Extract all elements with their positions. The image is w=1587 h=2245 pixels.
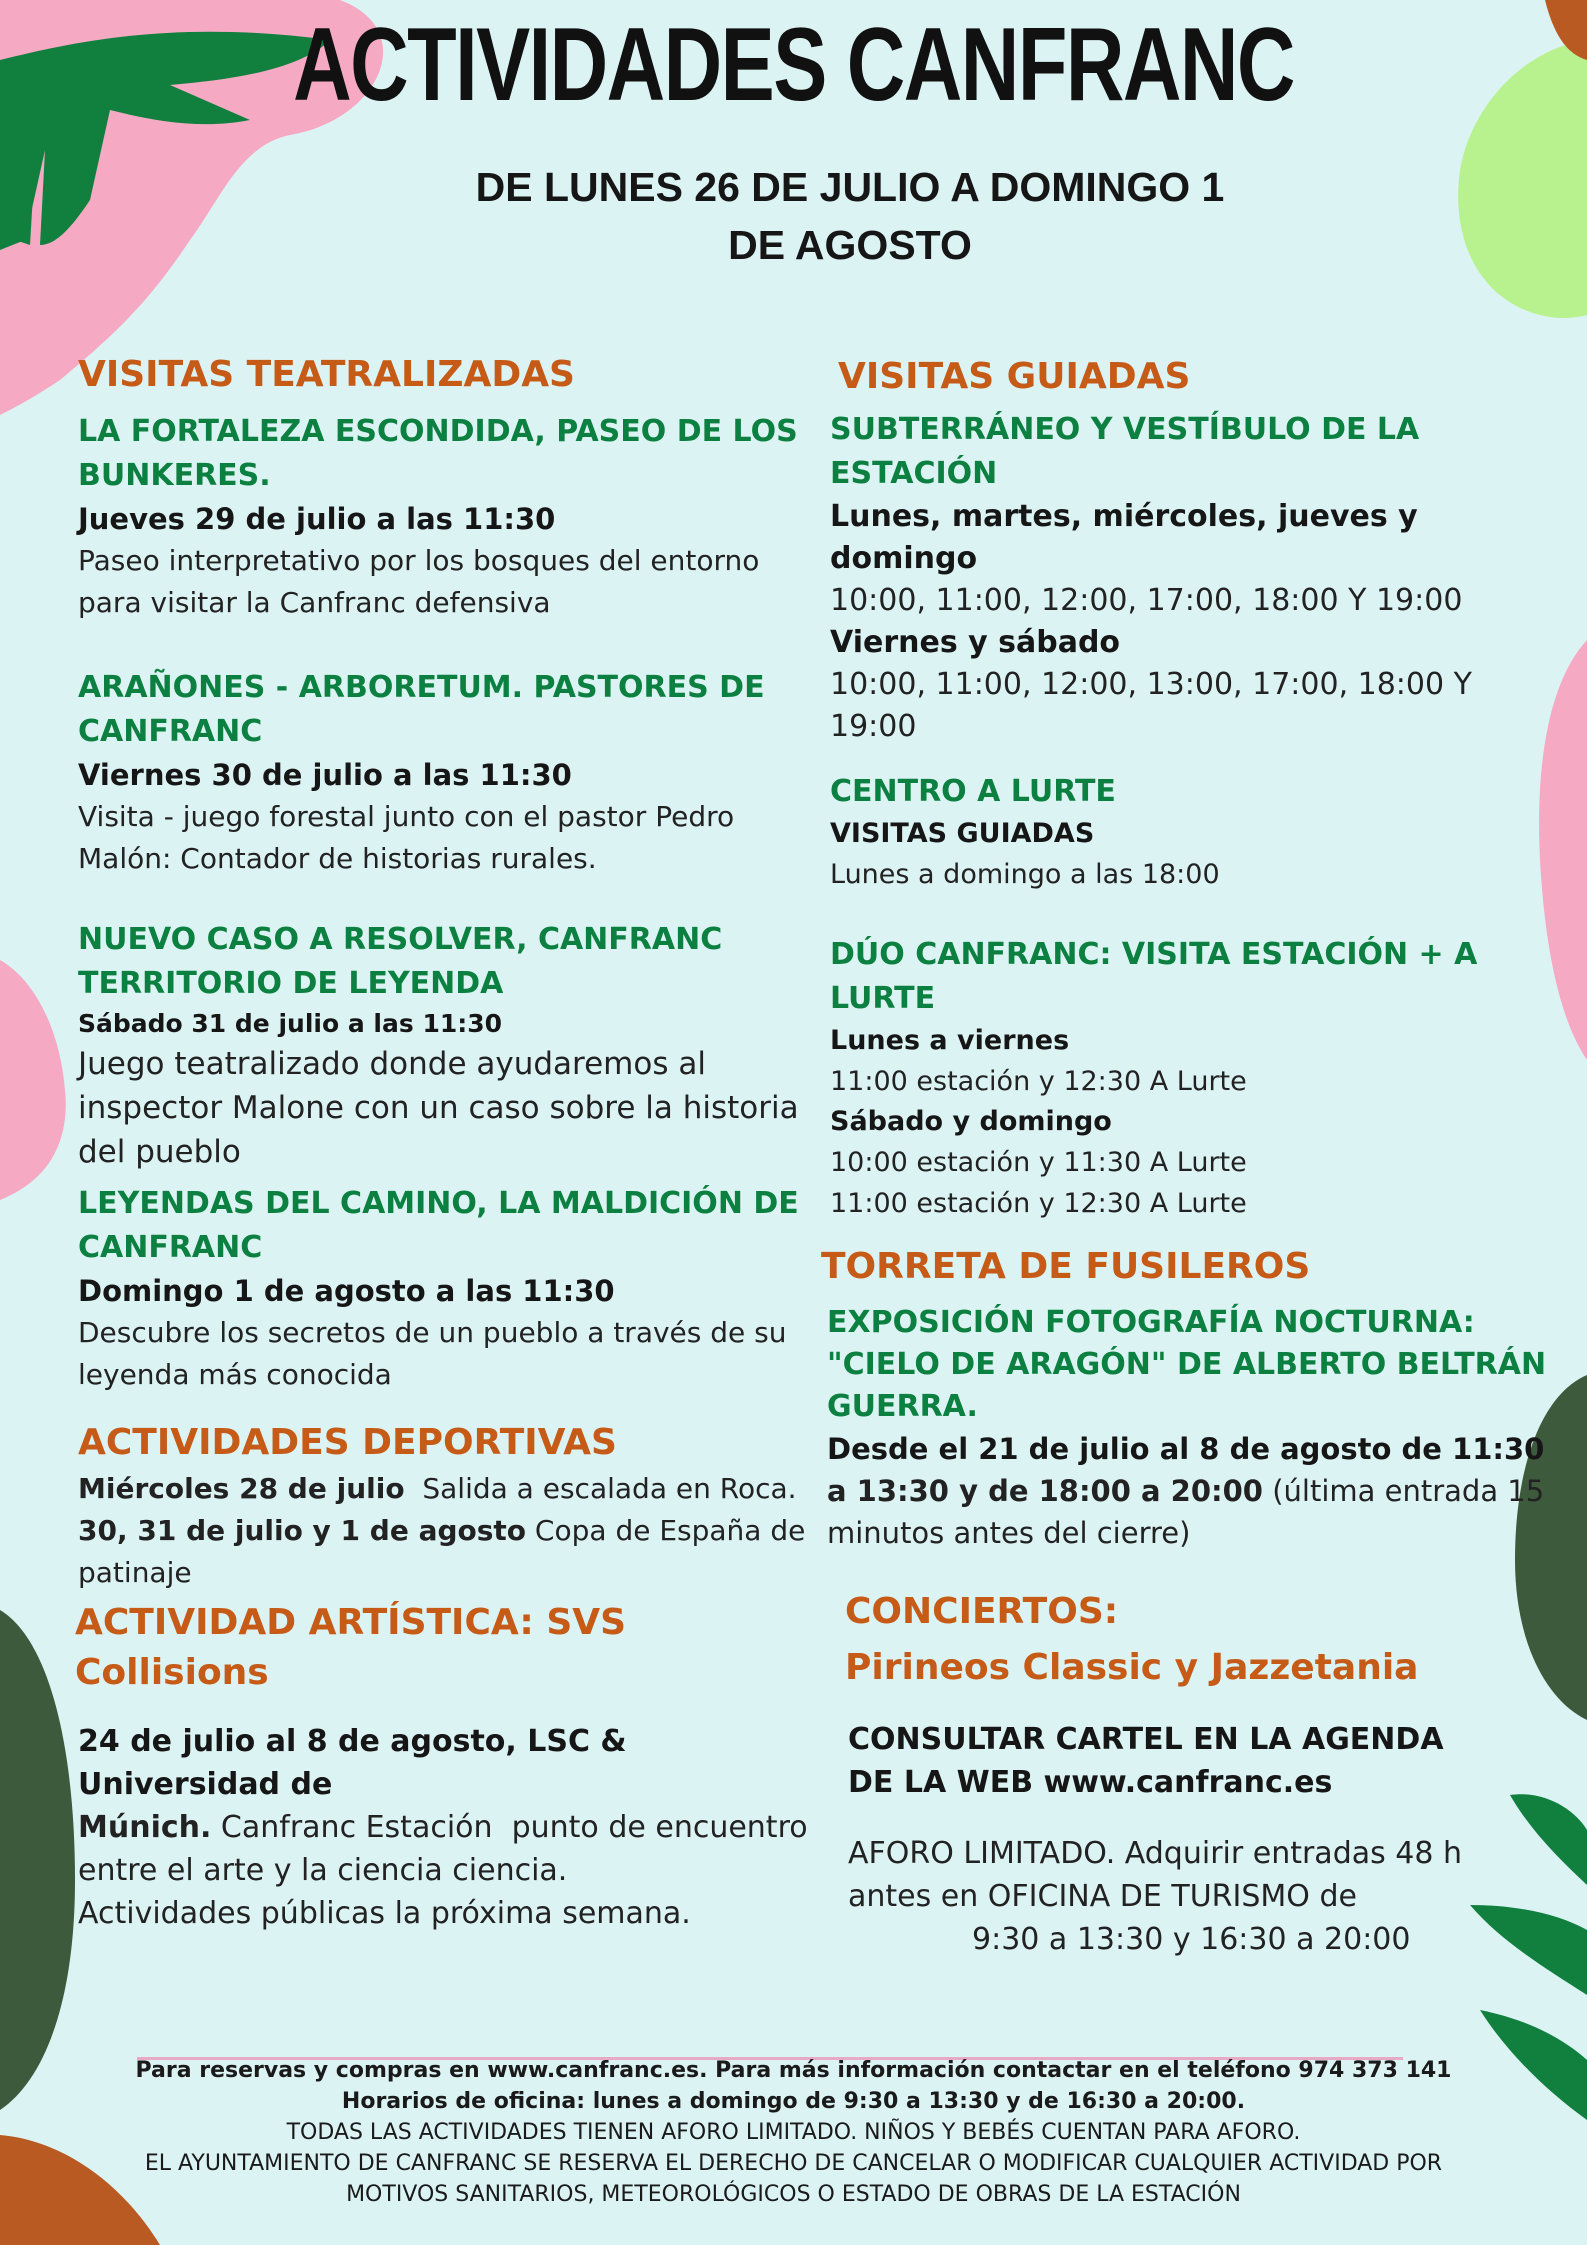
torreta-title-3: GUERRA. [827, 1389, 978, 1424]
torreta-bold-2: a 13:30 y de 18:00 a 20:00 [827, 1474, 1263, 1508]
event-desc: inspector Malone con un caso sobre la historia [78, 1090, 799, 1126]
deportivas-date-1: Miércoles 28 de julio [78, 1472, 405, 1505]
event-desc: para visitar la Canfranc defensiva [78, 586, 551, 619]
event-title: LA FORTALEZA ESCONDIDA, PASEO DE LOS [78, 414, 798, 449]
guiadas-subterraneo [830, 408, 1550, 748]
section-heading-torreta: TORRETA DE FUSILEROS [821, 1246, 1311, 1287]
event-desc: Visita - juego forestal junto con el pastor Pedro [78, 800, 735, 833]
guiadas-a-lurte [830, 770, 1550, 895]
cartel-line-2: DE LA WEB www.canfranc.es [848, 1765, 1333, 1800]
section-heading-conciertos: CONCIERTOS: [845, 1591, 1119, 1632]
footer-line-3: TODAS LAS ACTIVIDADES TIENEN AFORO LIMITADO. NIÑOS Y BEBÉS CUENTAN PARA AFORO. [286, 2120, 1301, 2145]
guiadas-times-2: 10:00, 11:00, 12:00, 13:00, 17:00, 18:00 Y 19:00 [830, 667, 1472, 744]
event-desc: Juego teatralizado donde ayudaremos al [78, 1046, 706, 1082]
deportivas-line-3: patinaje [78, 1556, 192, 1589]
footer [60, 2055, 1527, 2210]
duo-times-2: 10:00 estación y 11:30 A Lurte [830, 1147, 1247, 1178]
event-title: LEYENDAS DEL CAMINO, LA MALDICIÓN DE [78, 1186, 799, 1221]
event-date: Viernes 30 de julio a las 11:30 [78, 758, 572, 792]
torreta-body [827, 1302, 1550, 1554]
torreta-title-1: EXPOSICIÓN FOTOGRAFÍA NOCTURNA: [827, 1305, 1475, 1340]
event-leyendas [78, 1182, 818, 1396]
footer-line-5: MOTIVOS SANITARIOS, METEOROLÓGICOS O ESTADO DE OBRAS DE LA ESTACIÓN [346, 2182, 1241, 2207]
page-title: ACTIVIDADES CANFRANC [293, 7, 1294, 123]
guiadas-days-1: Lunes, martes, miércoles, jueves y domingo [830, 499, 1418, 576]
pink-blob-left [0, 960, 66, 1200]
section-heading-teatralizadas: VISITAS TEATRALIZADAS [78, 354, 575, 395]
footer-line-4: EL AYUNTAMIENTO DE CANFRANC SE RESERVA EL DERECHO DE CANCELAR O MODIFICAR CUALQUIER ACTIVIDAD POR [144, 2151, 1443, 2176]
left-column [75, 350, 818, 1935]
torreta-line-3: minutos antes del cierre) [827, 1516, 1191, 1550]
event-aranones [78, 666, 818, 880]
duo-times-1: 11:00 estación y 12:30 A Lurte [830, 1066, 1247, 1097]
conciertos-cartel [848, 1718, 1550, 1804]
event-desc: Paseo interpretativo por los bosques del entorno [78, 544, 760, 577]
date-range-line-1: DE LUNES 26 DE JULIO A DOMINGO 1 [475, 164, 1225, 210]
light-green-blob-top-right [1458, 40, 1587, 318]
section-heading-artistica: ACTIVIDAD ARTÍSTICA: SVS Collisions [75, 1602, 627, 1693]
section-heading-deportivas: ACTIVIDADES DEPORTIVAS [78, 1422, 617, 1463]
event-date: Jueves 29 de julio a las 11:30 [78, 502, 556, 536]
artistica-line-1: 24 de julio al 8 de agosto, LSC & Universidad de [78, 1724, 627, 1802]
event-desc: Descubre los secretos de un pueblo a través de su [78, 1316, 787, 1349]
duo-times-3: 11:00 estación y 12:30 A Lurte [830, 1188, 1247, 1219]
deportivas-text-2: Copa de España de [526, 1514, 806, 1547]
cartel-line-1: CONSULTAR CARTEL EN LA AGENDA [848, 1722, 1444, 1757]
event-title: CANFRANC [78, 1230, 263, 1265]
event-fortaleza [78, 410, 818, 624]
aforo-line-3: 9:30 a 13:30 y 16:30 a 20:00 [972, 1922, 1411, 1957]
guiadas-times-1: 10:00, 11:00, 12:00, 17:00, 18:00 Y 19:00 [830, 583, 1463, 618]
event-title: ARAÑONES - ARBORETUM. PASTORES DE [78, 670, 765, 705]
event-date: Sábado 31 de julio a las 11:30 [78, 1009, 503, 1038]
aforo-info [848, 1832, 1550, 1961]
date-range-line-2: DE AGOSTO [728, 222, 972, 268]
duo-days-1: Lunes a viernes [830, 1025, 1070, 1056]
conciertos-subheading: Pirineos Classic y Jazzetania [845, 1647, 1419, 1688]
torreta-title-2: "CIELO DE ARAGÓN" DE ALBERTO BELTRÁN [827, 1347, 1547, 1382]
event-date: Domingo 1 de agosto a las 11:30 [78, 1274, 615, 1308]
section-heading-guiadas: VISITAS GUIADAS [838, 356, 1191, 397]
deportivas-date-2: 30, 31 de julio y 1 de agosto [78, 1514, 527, 1547]
duo-days-2: Sábado y domingo [830, 1106, 1112, 1137]
aforo-line-2: antes en OFICINA DE TURISMO de [848, 1879, 1357, 1914]
event-desc: del pueblo [78, 1134, 241, 1170]
right-column [821, 352, 1550, 1961]
event-title: NUEVO CASO A RESOLVER, CANFRANC [78, 922, 723, 957]
artistica-line-4: Actividades públicas la próxima semana. [78, 1896, 691, 1931]
artistica-line-3: entre el arte y la ciencia ciencia. [78, 1853, 568, 1888]
event-nuevo-caso [78, 918, 818, 1174]
footer-line-1: Para reservas y compras en www.canfranc.es. Para más información contactar en el teléfono 974 373 141 [135, 2058, 1452, 2083]
guiadas-days-2: Viernes y sábado [830, 625, 1121, 660]
deportivas-line-2 [78, 1510, 818, 1552]
duo-title: DÚO CANFRANC: VISITA ESTACIÓN + A LURTE [830, 937, 1478, 1016]
torreta-line-2 [827, 1470, 1550, 1512]
dark-green-shape-left [0, 1610, 75, 2110]
guiadas-duo [830, 933, 1550, 1224]
artistica-bold-2: Múnich. [78, 1810, 212, 1845]
torreta-line-1: Desde el 21 de julio al 8 de agosto de 11:30 [827, 1432, 1545, 1466]
event-title: CANFRANC [78, 714, 263, 749]
a-lurte-title: CENTRO A LURTE [830, 774, 1116, 809]
a-lurte-time: Lunes a domingo a las 18:00 [830, 859, 1220, 890]
guiadas-sub-title: SUBTERRÁNEO Y VESTÍBULO DE LA ESTACIÓN [830, 412, 1420, 491]
footer-line-2: Horarios de oficina: lunes a domingo de 9:30 a 13:30 y de 16:30 a 20:00. [341, 2089, 1246, 2114]
event-desc: Malón: Contador de historias rurales. [78, 842, 597, 875]
artistica-line-2 [78, 1806, 818, 1849]
event-title: TERRITORIO DE LEYENDA [78, 966, 504, 1001]
conciertos [845, 1584, 1550, 1961]
torreta-text-2: (última entrada 15 [1262, 1474, 1545, 1508]
deportivas-line-1 [78, 1468, 818, 1510]
aforo-line-1: AFORO LIMITADO. Adquirir entradas 48 h [848, 1836, 1463, 1871]
event-title: BUNKERES. [78, 458, 271, 493]
deportivas-text-1: Salida a escalada en Roca. [404, 1472, 797, 1505]
artistica-body [78, 1720, 818, 1935]
artistica-text-2: Canfranc Estación punto de encuentro [211, 1810, 808, 1845]
a-lurte-sub: VISITAS GUIADAS [830, 818, 1095, 849]
date-range [380, 158, 1320, 274]
event-desc: leyenda más conocida [78, 1358, 392, 1391]
